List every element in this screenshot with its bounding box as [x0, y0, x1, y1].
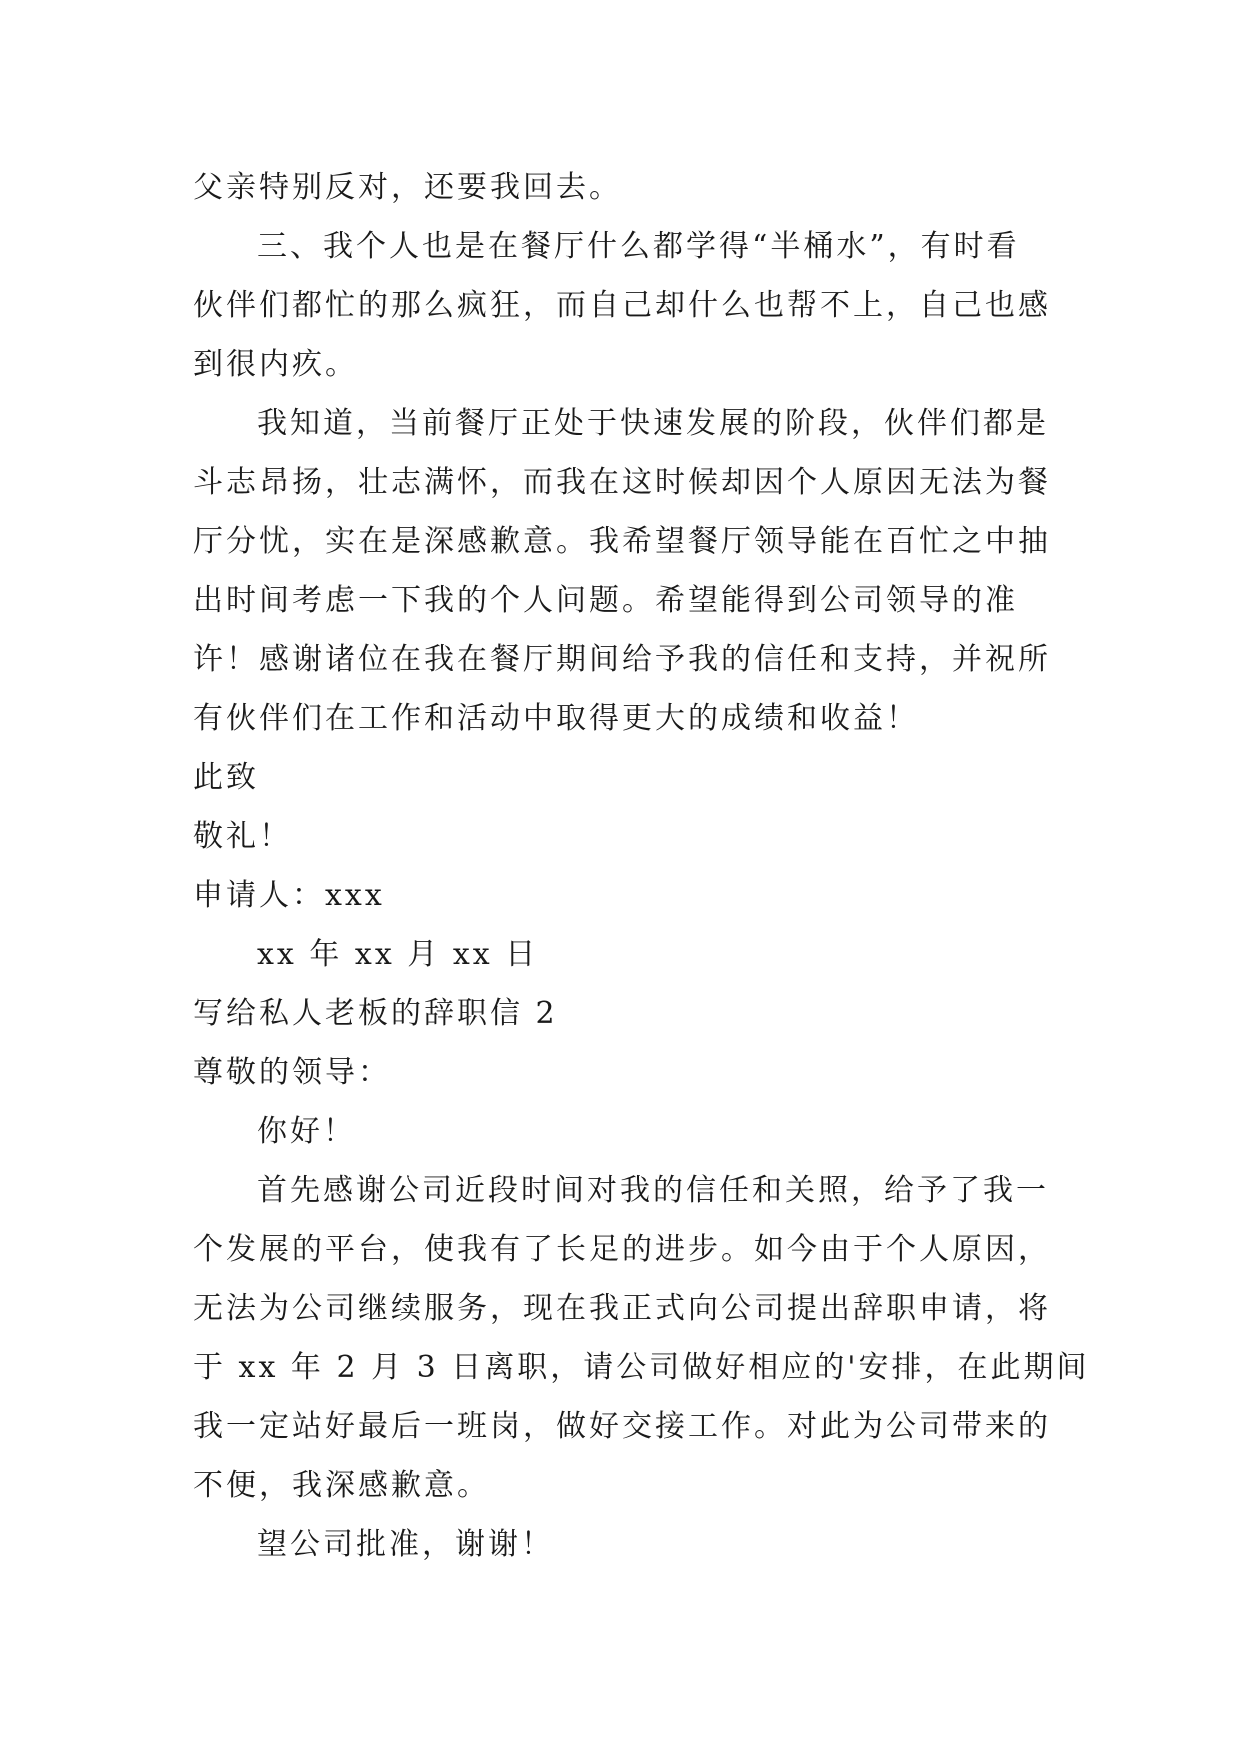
text-line: 斗志昂扬，壮志满怀，而我在这时候却因个人原因无法为餐 [193, 465, 1051, 500]
closing-regards: 敬礼！ [193, 819, 292, 854]
text-line: 三、我个人也是在餐厅什么都学得“半桶水”，有时看 [257, 229, 1020, 264]
letter-greeting: 尊敬的领导： [193, 1055, 391, 1090]
text-line: 你好！ [257, 1114, 356, 1149]
text-line: 到很内疚。 [193, 347, 358, 382]
letter-title: 写给私人老板的辞职信 2 [193, 996, 558, 1031]
text-line: 望公司批准，谢谢！ [257, 1527, 554, 1562]
text-line: 我一定站好最后一班岗，做好交接工作。对此为公司带来的 [193, 1409, 1051, 1444]
text-line: 我知道，当前餐厅正处于快速发展的阶段，伙伴们都是 [257, 406, 1049, 441]
text-line: 厅分忧，实在是深感歉意。我希望餐厅领导能在百忙之中抽 [193, 524, 1051, 559]
text-line: 父亲特别反对，还要我回去。 [193, 170, 622, 205]
text-line: 伙伴们都忙的那么疯狂，而自己却什么也帮不上，自己也感 [193, 288, 1051, 323]
text-line: 许！感谢诸位在我在餐厅期间给予我的信任和支持，并祝所 [193, 642, 1051, 677]
document-body [193, 158, 1090, 1574]
text-line: 不便，我深感歉意。 [193, 1468, 490, 1503]
letter-date: xx 年 xx 月 xx 日 [257, 937, 539, 972]
applicant-signature: 申请人：xxx [193, 878, 385, 913]
text-line: 出时间考虑一下我的个人问题。希望能得到公司领导的准 [193, 583, 1018, 618]
text-line: 无法为公司继续服务，现在我正式向公司提出辞职申请，将 [193, 1291, 1051, 1326]
text-line: 个发展的平台，使我有了长足的进步。如今由于个人原因， [193, 1232, 1051, 1267]
text-line: 有伙伴们在工作和活动中取得更大的成绩和收益！ [193, 701, 919, 736]
text-line: 首先感谢公司近段时间对我的信任和关照，给予了我一 [257, 1173, 1049, 1208]
closing-salutation: 此致 [193, 760, 259, 795]
text-line: 于 xx 年 2 月 3 日离职，请公司做好相应的'安排，在此期间 [193, 1350, 1090, 1385]
